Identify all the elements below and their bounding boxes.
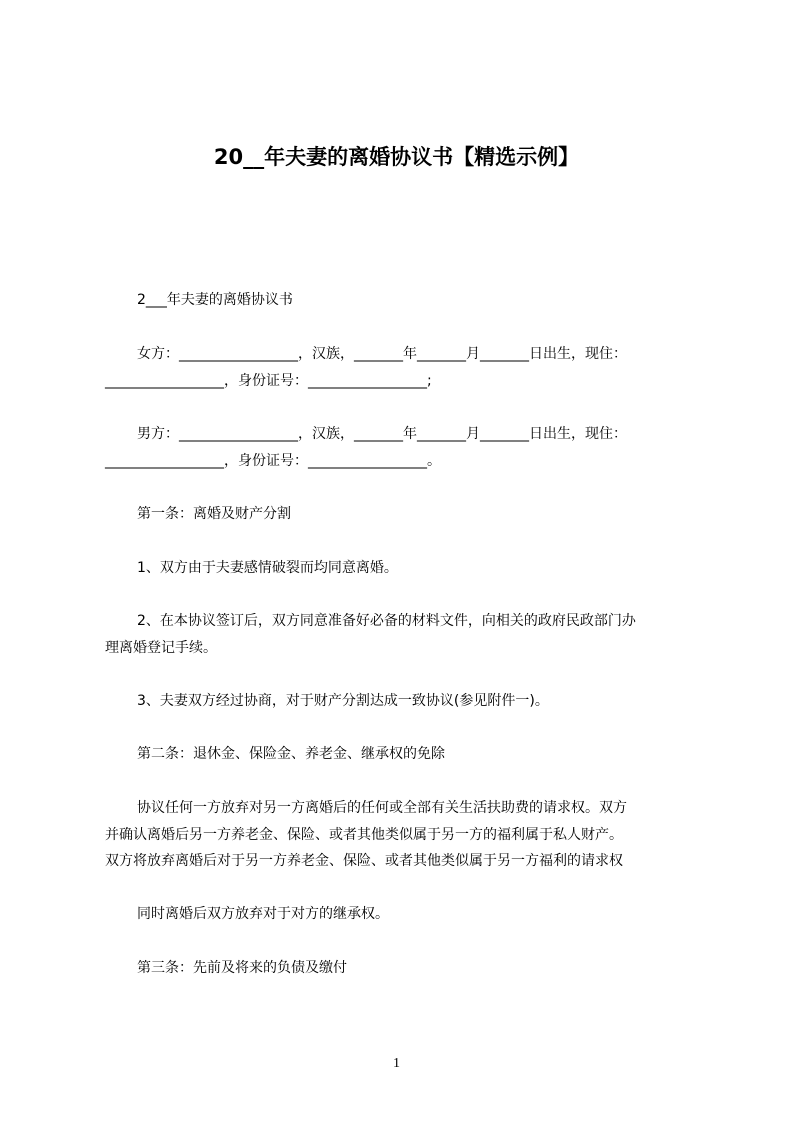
- article-2-paragraph-1-line-1: 协议任何一方放弃对另一方离婚后的任何或全部有关生活扶助费的请求权。双方: [137, 800, 627, 816]
- female-party-line-2: _________________，身份证号：_________________;: [105, 373, 432, 389]
- page-number: 1: [393, 1056, 400, 1071]
- agreement-subtitle: 2___年夫妻的离婚协议书: [137, 292, 293, 308]
- article-1-item-2-line-2: 理离婚登记手续。: [105, 640, 217, 656]
- female-party-line-1: 女方：_________________，汉族，_______年_______月_______日出生，现住：: [137, 346, 627, 362]
- article-2-paragraph-1-line-2: 并确认离婚后另一方养老金、保险、或者其他类似属于另一方的福利属于私人财产。: [105, 827, 623, 843]
- article-2-paragraph-2: 同时离婚后双方放弃对于对方的继承权。: [137, 906, 389, 922]
- article-3-heading: 第三条：先前及将来的负债及缴付: [137, 960, 347, 976]
- article-1-item-3: 3、夫妻双方经过协商，对于财产分割达成一致协议(参见附件一)。: [137, 693, 549, 709]
- article-1-heading: 第一条：离婚及财产分割: [137, 506, 291, 522]
- article-1-item-1: 1、双方由于夫妻感情破裂而均同意离婚。: [137, 560, 398, 576]
- article-2-heading: 第二条：退休金、保险金、养老金、继承权的免除: [137, 746, 445, 762]
- article-2-paragraph-1-line-3: 双方将放弃离婚后对于另一方养老金、保险、或者其他类似属于另一方福利的请求权: [105, 853, 623, 869]
- article-1-item-2-line-1: 2、在本协议签订后，双方同意准备好必备的材料文件，向相关的政府民政部门办: [137, 613, 636, 629]
- male-party-line-2: _________________，身份证号：_________________。: [105, 453, 441, 469]
- male-party-line-1: 男方：_________________，汉族，_______年_______月_______日出生，现住：: [137, 426, 627, 442]
- document-title: 20__年夫妻的离婚协议书【精选示例】: [213, 145, 580, 169]
